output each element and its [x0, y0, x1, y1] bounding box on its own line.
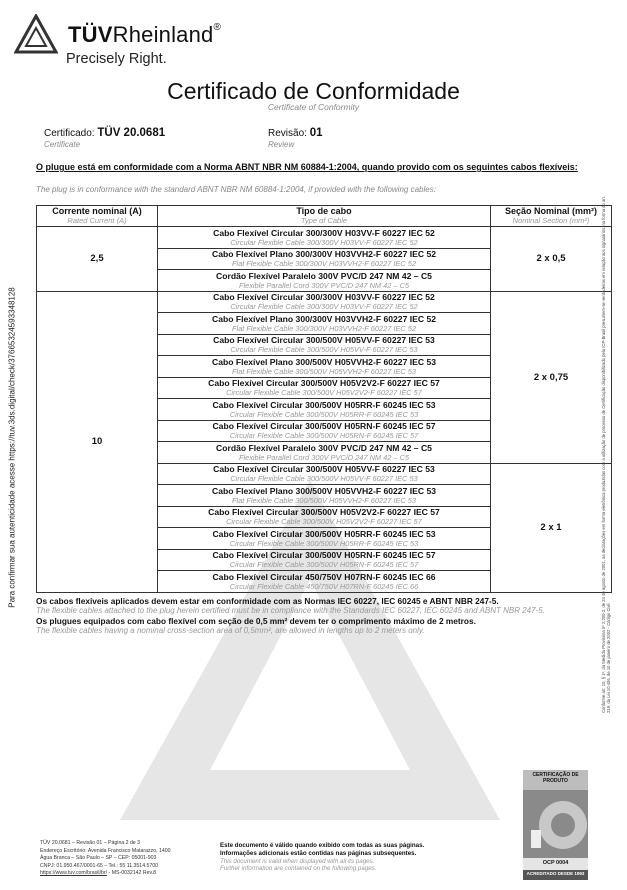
cable-cell: Cabo Flexível Circular 300/500V H05V2V2-F 60227 IEC 57 Circular Flexible Cable 300/500V H05V2V2-F 60227 IEC 57 — [158, 377, 491, 399]
cable-cell: Cabo Flexível Plano 300/500V H05VVH2-F 60227 IEC 53 Flat Flexible Cable 300/500V H05VVH2-F 60227 IEC 53 — [158, 356, 491, 378]
cable-cell: Cabo Flexível Circular 300/500V H05V2V2-F 60227 IEC 57 Circular Flexible Cable 300/500V H05V2V2-F 60227 IEC 57 — [158, 506, 491, 528]
cable-table — [36, 205, 612, 593]
seal-top-text: CERTIFICAÇÃO DE PRODUTO — [532, 772, 579, 784]
cable-cell: Cabo Flexível Circular 300/500V H05RR-F 60245 IEC 53 Circular Flexible Cable 300/500V H05RR-F 60245 IEC 53 — [158, 399, 491, 421]
cable-cell: Cabo Flexível Circular 300/300V H03VV-F 60227 IEC 52 Circular Flexible Cable 300/300V H03VV-F 60227 IEC 52 — [158, 291, 491, 313]
cable-cell: Cabo Flexível Plano 300/300V H03VVH2-F 60227 IEC 52 Flat Flexible Cable 300/300V H03VVH2-F 60227 IEC 52 — [158, 248, 491, 270]
cable-cell: Cabo Flexível Circular 300/300V H03VV-F 60227 IEC 52 Circular Flexible Cable 300/300V H03VV-F 60227 IEC 52 — [158, 227, 491, 249]
certificate-number: Certificado: TÜV 20.0681 Certificate — [44, 127, 166, 149]
current-cell: 2,5 — [37, 227, 158, 292]
section-cell: 2 x 1 — [491, 463, 612, 592]
cable-cell: Cabo Flexível Plano 300/300V H03VVH2-F 60227 IEC 52 Flat Flexible Cable 300/300V H03VVH2-F 60227 IEC 52 — [158, 313, 491, 335]
cable-cell: Cabo Flexível Plano 300/500V H05VVH2-F 60227 IEC 53 Flat Flexible Cable 300/500V H05VVH2-F 60227 IEC 53 — [158, 485, 491, 507]
table-row — [37, 227, 612, 249]
section-cell: 2 x 0,5 — [491, 227, 612, 292]
note-cables-standard-en: The flexible cables attached to the plug herein certified must be in compliance with the Standards IEC 60227, IEC 60245 and ABNT NBR 247-5. — [36, 606, 545, 615]
table-row — [37, 291, 612, 313]
header-rated-current: Corrente nominal (A) Rated Current (A) — [37, 206, 158, 227]
footer-address: TÜV 20.0681 – Revisão 01 – Página 2 de 3 Endereço Escritório: Avenida Francisco Matarazzo, 1400 Água Branca – São Paulo – SP – CEP: 05001-903 CNPJ: 01.950.467/0001-65 – Tel.: 55 11.3514.5700 https://www.tuv.com/brasil/br/ - MS-0032142 Rev.8 — [40, 840, 171, 877]
website-link[interactable]: https://www.tuv.com/brasil/br/ — [40, 870, 108, 877]
page-title: Certificado de Conformidade — [167, 78, 460, 104]
page-subtitle: Certificate of Conformity — [267, 102, 360, 112]
current-cell: 10 — [37, 291, 158, 592]
cable-cell: Cordão Flexível Paralelo 300V PVC/D 247 NM 42 – C5 Flexible Parallel Cord 300V PVC/D 247 NM 42 – C5 — [158, 270, 491, 292]
scope-statement-en: The plug is in conformance with the standard ABNT NBR NM 60884-1:2004, if provided with the following cables: — [36, 185, 436, 194]
cable-cell: Cabo Flexível Circular 300/500V H05VV-F 60227 IEC 53 Circular Flexible Cable 300/500V H05VV-F 60227 IEC 53 — [158, 334, 491, 356]
note-cable-length: Os plugues equipados com cabo flexível com seção de 0,5 mm² devem ter o comprimento máximo de 2 metros. — [36, 616, 476, 626]
note-cable-length-en: The flexible cables having a nominal cross-section area of 0,5mm², are allowed in lengths up to 2 meters only. — [36, 626, 425, 635]
notes-section — [36, 596, 616, 636]
table-header-row — [37, 206, 612, 227]
cable-cell: Cabo Flexível Circular 300/500V H05VV-F 60227 IEC 53 Circular Flexible Cable 300/500V H05VV-F 60227 IEC 53 — [158, 463, 491, 485]
header-cable-type: Tipo de cabo Type of Cable — [158, 206, 491, 227]
note-cables-standard: Os cabos flexíveis aplicados devem estar em conformidade com as Normas IEC 60227, IEC 60245 e ABNT NBR 247-5. — [36, 596, 499, 606]
cable-cell: Cabo Flexível Circular 450/750V H07RN-F 60245 IEC 66 Circular Flexible Cable 450/750V H07RN-F 60245 IEC 66 — [158, 571, 491, 593]
section-cell: 2 x 0,75 — [491, 291, 612, 463]
authenticity-link[interactable]: Para confirmar sua autenticidade acesse https://tuv.3ds.digital/check/37665324593348128 — [7, 287, 17, 608]
scope-statement: O plugue está em conformidade com a Norma ABNT NBR NM 60884-1:2004, quando provido com os seguintes cabos flexíveis: — [36, 162, 578, 172]
legal-notice: Conforme art. 10, § 1º, da Medida Provisória nº 2.200-2, de 24 de agosto de 2001, as declarações em forma eletrônica produzidas com a utilização de processo de Certificação disponibilizado pela ICP-Brasil presumem-se verdadeiras em relação aos signatários, na forma do art. 219, da Lei 10.406, de 10 de janeiro de 2002 - Código Civil. — [601, 196, 611, 713]
footer-validity: Este documento é válido quando exibido com todas as suas páginas. Informações adicionais estão contidas nas páginas subsequentes. This document is valid when displayed with all its pages. Further information are contained on the following pages. — [220, 842, 425, 873]
seal-bottom-text: ACREDITADO DESDE 1993 — [526, 871, 585, 876]
brand-tagline: Precisely Right. — [66, 51, 167, 67]
cable-cell: Cabo Flexível Circular 300/500V H05RR-F 60245 IEC 53 Circular Flexible Cable 300/500V H05RR-F 60245 IEC 53 — [158, 528, 491, 550]
brand-name: TÜVRheinland® — [68, 22, 222, 47]
revision-number: Revisão: 01 Review — [268, 127, 323, 149]
cable-cell: Cabo Flexível Circular 300/500V H05RN-F 60245 IEC 57 Circular Flexible Cable 300/500V H05RN-F 60245 IEC 57 — [158, 549, 491, 571]
header-nominal-section: Seção Nominal (mm²) Nominal Section (mm²) — [491, 206, 612, 227]
seal-code: OCP 0004 — [542, 860, 569, 866]
cable-cell: Cordão Flexível Paralelo 300V PVC/D 247 NM 42 – C5 Flexible Parallel Cord 300V PVC/D 247 NM 42 – C5 — [158, 442, 491, 464]
tuv-triangle-logo-icon — [14, 14, 58, 54]
cable-cell: Cabo Flexível Circular 300/500V H05RN-F 60245 IEC 57 Circular Flexible Cable 300/500V H05RN-F 60245 IEC 57 — [158, 420, 491, 442]
